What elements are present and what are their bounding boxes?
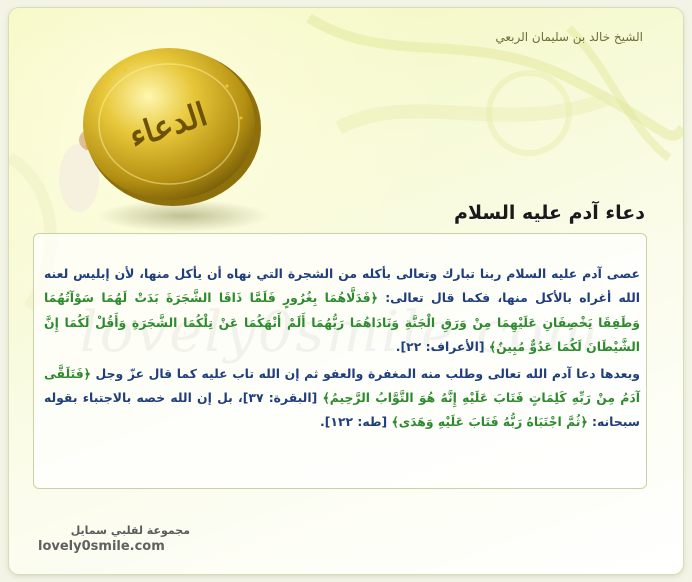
site-footer: [20, 524, 190, 554]
page-title: دعاء آدم عليه السلام: [454, 202, 645, 224]
verse-reference-2: [طه: ١٢٢].: [320, 414, 392, 430]
paragraph-1-text: عصى آدم عليه السلام ربنا تبارك وتعالى بأكله من الشجرة التي نهاه أن يأكل منها، لأن إبليس لعنه الله أغراه بالأكل منها، فكما قال تعالى:: [44, 266, 640, 306]
quran-verse-baqara-37: ﴿فَتَلَقَّى آدَمُ مِنْ رَبِّهِ كَلِمَاتٍ فَتَابَ عَلَيْهِ إِنَّهُ هُوَ التَّوَّابُ الرَّحِيمُ﴾: [44, 365, 640, 406]
verse-reference: [الأعراف: ٢٢].: [395, 339, 489, 355]
paragraph-1: [44, 262, 640, 360]
paragraph-2-text-2: [البقرة: ٣٧]، بل إن الله خصه بالاجتباء بقوله سبحانه:: [44, 390, 640, 430]
paragraph-2: [44, 362, 640, 435]
quran-verse-taha-122: ﴿ثُمَّ اجْتَبَاهُ رَبُّهُ فَتَابَ عَلَيْهِ وَهَدَى﴾: [391, 414, 588, 430]
author-name: الشيخ خالد بن سليمان الربعي: [495, 30, 643, 44]
quran-verse-araf-22: ﴿فَدَلَّاهُمَا بِغُرُورٍ فَلَمَّا ذَاقَا الشَّجَرَةَ بَدَتْ لَهُمَا سَوْآتُهُمَا وَطَفِقَا يَخْصِفَانِ عَلَيْهِمَا مِنْ وَرَقِ الْجَنَّةِ وَنَادَاهُمَا رَبُّهُمَا أَلَمْ أَنْهَكُمَا عَنْ تِلْكُمَا الشَّجَرَةِ وَأَقُلْ لَكُمَا إِنَّ الشَّيْطَانَ لَكُمَا عَدُوٌّ مُبِينٌ﴾: [44, 290, 640, 355]
footer-site-url[interactable]: lovely0smile.com: [38, 539, 165, 554]
emblem-calligraphy: الدعاء: [124, 94, 212, 156]
paragraph-2-text: وبعدها دعا آدم الله تعالى وطلب منه المغفرة والعفو ثم إن الله تاب عليه كما قال عزّ وجل: [90, 365, 640, 381]
footer-site-name: مجموعة لقلبي سمايل: [70, 524, 190, 537]
article-body: [44, 262, 640, 435]
dua-emblem: [55, 48, 275, 248]
